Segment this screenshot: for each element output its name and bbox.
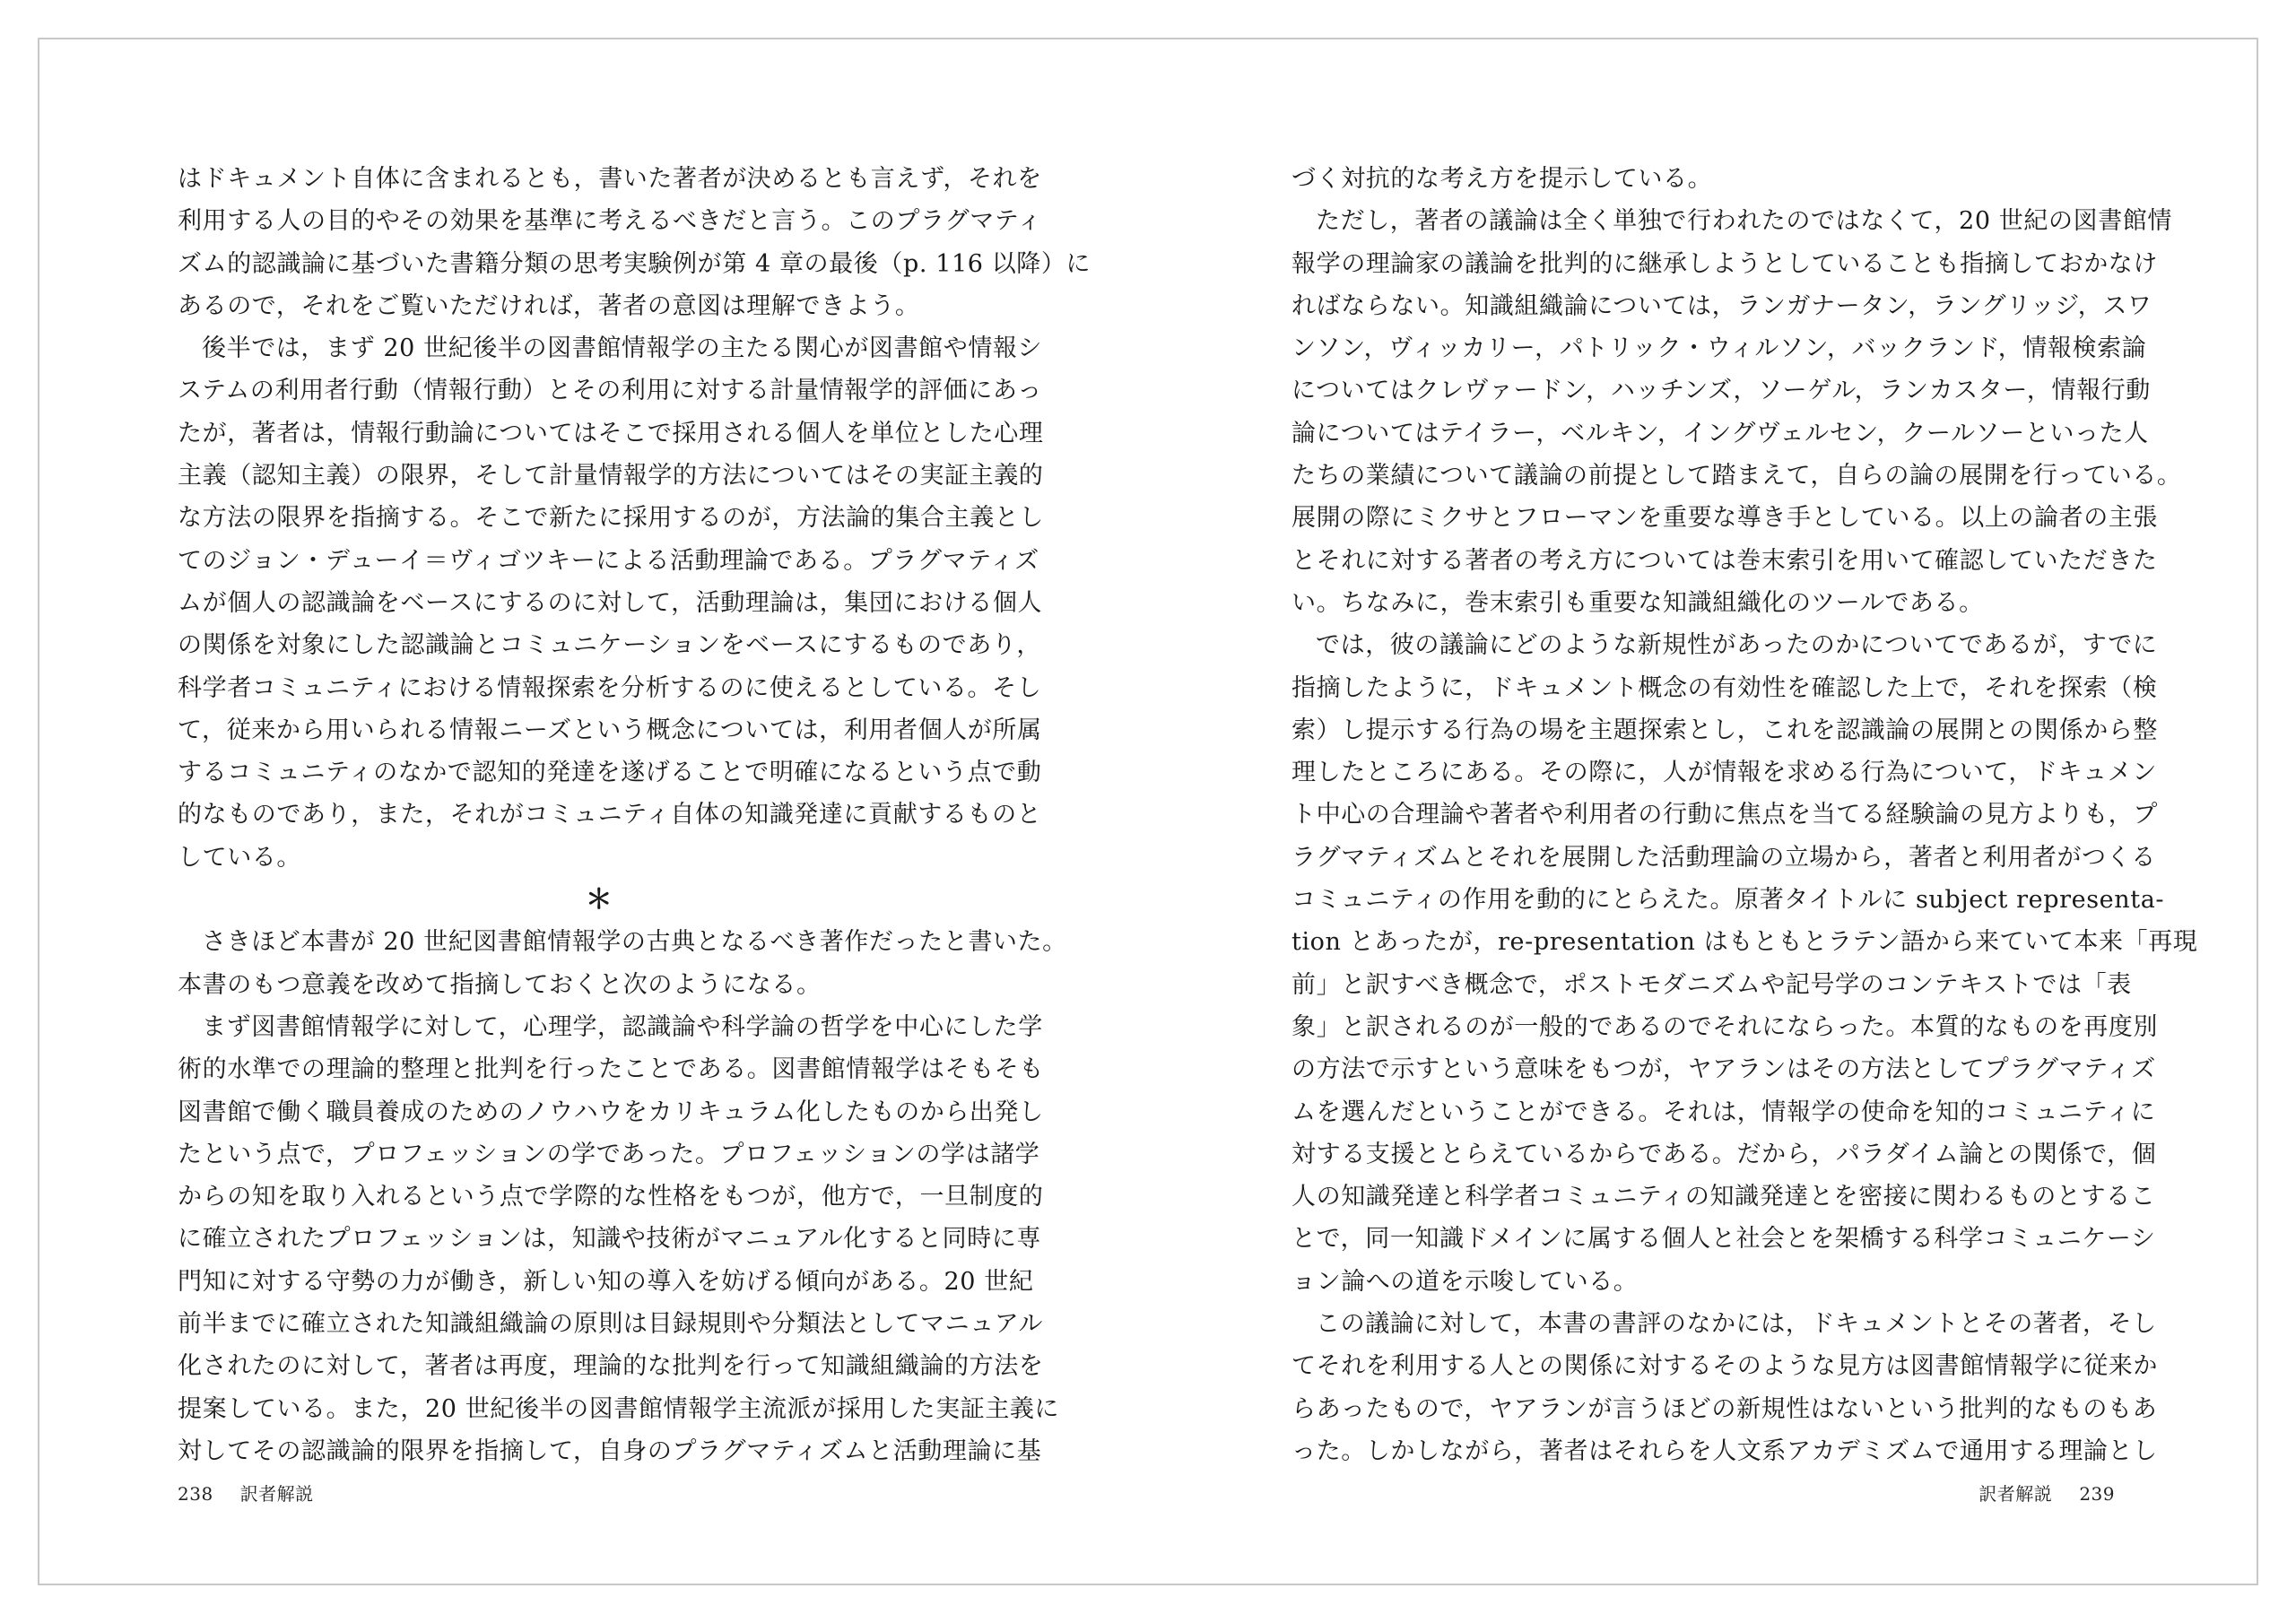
text-line: ムを選んだということができる。それは，情報学の使命を知的コミュニティに (1292, 1098, 2156, 1126)
text-line: った。しかしながら，著者はそれらを人文系アカデミズムで通用する理論とし (1292, 1436, 2158, 1465)
text-line: コミュニティの作用を動的にとらえた。原著タイトルに subject representa- (1292, 886, 2165, 915)
text-line: さきほど本書が 20 世紀図書館情報学の古典となるべき著作だったと書いた。 (202, 928, 1067, 957)
text-line: たちの業績について議論の前提として踏まえて，自らの論の展開を行っている。 (1292, 462, 2182, 490)
text-line: 展開の際にミクサとフローマンを重要な導き手としている。以上の論者の主張 (1292, 504, 2158, 533)
text-line: ト中心の合理論や著者や利用者の行動に焦点を当てる経験論の見方よりも，プ (1292, 801, 2158, 829)
text-line: あるので，それをご覧いただければ，著者の意図は理解できよう。 (178, 291, 920, 320)
text-line: 後半では，まず 20 世紀後半の図書館情報学の主たる関心が図書館や情報シ (202, 334, 1043, 363)
right-page-footer (1979, 1480, 2115, 1506)
text-line: て，従来から用いられる情報ニーズという概念については，利用者個人が所属 (178, 716, 1042, 744)
text-line: 図書館で働く職員養成のためのノウハウをカリキュラム化したものから出発し (178, 1098, 1044, 1126)
text-line: 論についてはテイラー，ベルキン，イングヴェルセン，クールソーといった人 (1292, 419, 2149, 447)
text-line: はドキュメント自体に含まれるとも，書いた著者が決めるとも言えず，それを (178, 165, 1042, 193)
text-line: たという点で，プロフェッションの学であった。プロフェッションの学は諸学 (178, 1140, 1040, 1168)
text-line: では，彼の議論にどのような新規性があったのかについてであるが，すでに (1316, 631, 2158, 660)
text-line: ただし，著者の議論は全く単独で行われたのではなくて，20 世紀の図書館情 (1316, 207, 2172, 236)
text-line: い。ちなみに，巻末索引も重要な知識組織化のツールである。 (1292, 588, 1984, 617)
text-line: ステムの利用者行動（情報行動）とその利用に対する計量情報学的評価にあっ (178, 377, 1042, 405)
text-line: からの知を取り入れるという点で学際的な性格をもつが，他方で，一旦制度的 (178, 1183, 1044, 1211)
text-line: 主義（認知主義）の限界，そして計量情報学的方法についてはその実証主義的 (178, 462, 1044, 490)
text-line: 対する支援ととらえているからである。だから，パラダイム論との関係で，個 (1292, 1140, 2157, 1168)
text-line: 門知に対する守勢の力が働き，新しい知の導入を妨げる傾向がある。20 世紀 (178, 1267, 1034, 1296)
text-line: な方法の限界を指摘する。そこで新たに採用するのが，方法論的集合主義とし (178, 504, 1044, 533)
text-line: している。 (178, 843, 301, 872)
text-line: たが，著者は，情報行動論についてはそこで採用される個人を単位とした心理 (178, 419, 1044, 447)
text-line: についてはクレヴァードン，ハッチンズ，ソーゲル，ランカスター，情報行動 (1292, 377, 2151, 405)
text-line: 対してその認識論的限界を指摘して，自身のプラグマティズムと活動理論に基 (178, 1436, 1042, 1465)
text-line: に確立されたプロフェッションは，知識や技術がマニュアル化すると同時に専 (178, 1225, 1042, 1254)
text-line: 前半までに確立された知識組織論の原則は目録規則や分類法としてマニュアル (178, 1310, 1043, 1339)
text-line: の関係を対象にした認識論とコミュニケーションをベースにするものであり， (178, 631, 1042, 660)
right-page-body (1292, 158, 2198, 1472)
text-line: 指摘したように，ドキュメント概念の有効性を確認した上で，それを探索（検 (1292, 673, 2158, 702)
text-line: 象」と訳されるのが一般的であるのでそれにならった。本質的なものを再度別 (1292, 1012, 2158, 1041)
text-line: の方法で示すという意味をもつが，ヤアランはその方法としてプラグマティズ (1292, 1055, 2156, 1084)
left-running-head: 訳者解説 (239, 1483, 314, 1505)
text-line: らあったもので，ヤアランが言うほどの新規性はないという批判的なものもあ (1292, 1394, 2158, 1423)
text-line: てのジョン・デューイ＝ヴィゴツキーによる活動理論である。プラグマティズ (178, 546, 1039, 575)
text-line: tion とあったが，re-presentation はもともとラテン語から来ていて本来「再現 (1292, 928, 2198, 957)
right-page-number: 239 (2079, 1483, 2115, 1505)
left-page-body (178, 158, 1091, 1472)
text-line: ズム的認識論に基づいた書籍分類の思考実験例が第 4 章の最後（p. 116 以降）に (178, 249, 1091, 278)
text-line: 利用する人の目的やその効果を基準に考えるべきだと言う。このプラグマティ (178, 207, 1042, 236)
text-line: 索）し提示する行為の場を主題探索とし，これを認識論の展開との関係から整 (1292, 716, 2158, 744)
text-line: 前」と訳すべき概念で，ポストモダニズムや記号学のコンテキストでは「表 (1292, 970, 2132, 999)
text-line: ムが個人の認識論をベースにするのに対して，活動理論は，集団における個人 (178, 588, 1043, 617)
text-line: 報学の理論家の議論を批判的に継承しようとしていることも指摘しておかなけ (1292, 249, 2158, 278)
text-line: 化されたのに対して，著者は再度，理論的な批判を行って知識組織論的方法を (178, 1352, 1044, 1381)
left-page-number: 238 (178, 1483, 213, 1505)
text-line: 的なものであり，また，それがコミュニティ自体の知識発達に貢献するものと (178, 801, 1042, 829)
text-line: 人の知識発達と科学者コミュニティの知識発達とを密接に関わるものとするこ (1292, 1183, 2156, 1211)
text-line: 術的水準での理論的整理と批判を行ったことである。図書館情報学はそもそも (178, 1055, 1044, 1084)
left-page-footer (178, 1480, 314, 1506)
text-line: とそれに対する著者の考え方については巻末索引を用いて確認していただきた (1292, 546, 2158, 575)
text-line: するコミュニティのなかで認知的発達を遂げることで明確になるという点で動 (178, 759, 1042, 787)
text-line: 本書のもつ意義を改めて指摘しておくと次のようになる。 (178, 970, 822, 999)
text-line: 提案している。また，20 世紀後半の図書館情報学主流派が採用した実証主義に (178, 1394, 1060, 1423)
text-line: ンソン，ヴィッカリー，パトリック・ウィルソン，バックランド，情報検索論 (1292, 334, 2147, 363)
right-running-head: 訳者解説 (1979, 1483, 2053, 1505)
text-line: 理したところにある。その際に，人が情報を求める行為について，ドキュメン (1292, 759, 2157, 787)
text-line: づく対抗的な考え方を提示している。 (1292, 165, 1713, 193)
text-line: 科学者コミュニティにおける情報探索を分析するのに使えるとしている。そし (178, 673, 1042, 702)
text-line: ラグマティズムとそれを展開した活動理論の立場から，著者と利用者がつくる (1292, 843, 2156, 872)
text-line: てそれを利用する人との関係に対するそのような見方は図書館情報学に従来か (1292, 1352, 2158, 1381)
text-line: ればならない。知識組織論については，ランガナータン，ラングリッジ，スワ (1292, 291, 2152, 320)
text-line: とで，同一知識ドメインに属する個人と社会とを架橋する科学コミュニケーシ (1292, 1225, 2156, 1254)
text-line: この議論に対して，本書の書評のなかには，ドキュメントとその著者，そし (1316, 1310, 2157, 1339)
text-line: ョン論への道を示唆している。 (1292, 1267, 1639, 1296)
section-separator: ＊ (585, 884, 613, 916)
text-line: まず図書館情報学に対して，心理学，認識論や科学論の哲学を中心にした学 (202, 1012, 1043, 1041)
